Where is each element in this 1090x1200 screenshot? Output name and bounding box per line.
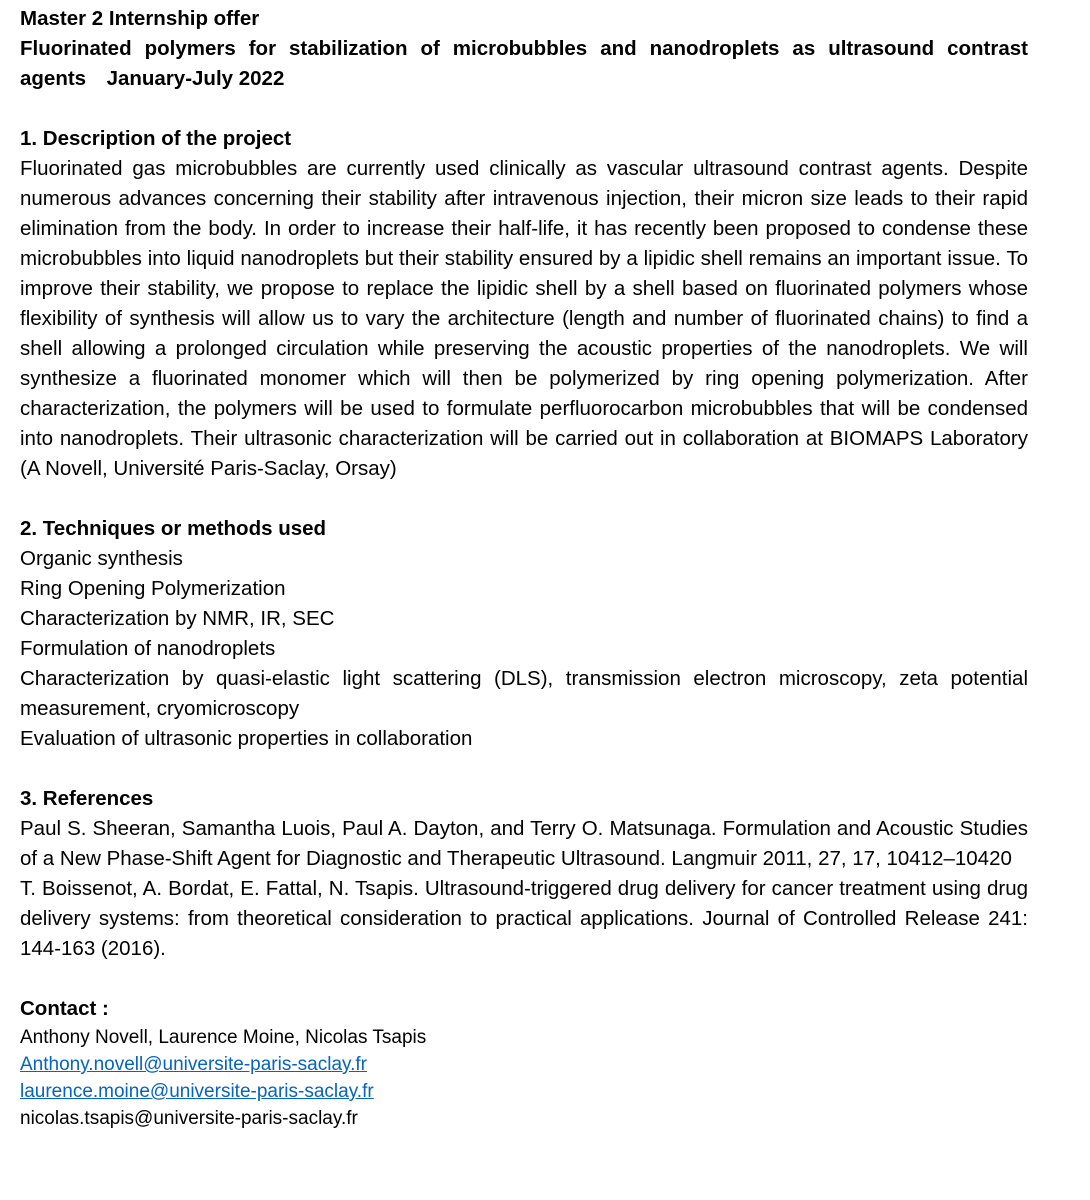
project-description: Fluorinated gas microbubbles are currently used clinically as vascular ultrasound contrast agents. Despite numerous advances concerning their stability after intravenous injection, their micron size leads to their rapid elimination from the body. In order to increase their half-life, it has recently been proposed to condense these microbubbles into liquid nanodroplets but their stability ensured by a lipidic shell remains an important issue. To improve their stability, we propose to replace the lipidic shell by a shell based on fluorinated polymers whose flexibility of synthesis will allow us to vary the architecture (length and number of fluorinated chains) to find a shell allowing a prolonged circulation while preserving the acoustic properties of the nanodroplets. We will synthesize a fluorinated monomer which will then be polymerized by ring opening polymerization. After characterization, the polymers will be used to formulate perfluorocarbon microbubbles that will be condensed into nanodroplets. Their ultrasonic characterization will be carried out in collaboration at BIOMAPS Laboratory (A Novell, Université Paris-Saclay, Orsay) <box>20 157 1028 480</box>
contact-block <box>20 1024 1028 1132</box>
method-item: Characterization by quasi-elastic light scattering (DLS), transmission electron microscopy, zeta potential measurement, cryomicroscopy <box>20 667 1028 720</box>
contact-heading: Contact : <box>20 997 109 1020</box>
method-item: Evaluation of ultrasonic properties in collaboration <box>20 727 473 750</box>
offer-title: Fluorinated polymers for stabilization of microbubbles and nanodroplets as ultrasound contrast agents January-July 2022 <box>20 37 1028 90</box>
email-tsapis: nicolas.tsapis@universite-paris-saclay.fr <box>20 1108 358 1129</box>
section-3-heading: 3. References <box>20 787 154 810</box>
reference-item: T. Boissenot, A. Bordat, E. Fattal, N. Tsapis. Ultrasound-triggered drug delivery for cancer treatment using drug delivery systems: from theoretical consideration to practical applications. Journal of Controlled Release 241: 144-163 (2016). <box>20 877 1028 960</box>
method-item: Characterization by NMR, IR, SEC <box>20 607 335 630</box>
contact-names: Anthony Novell, Laurence Moine, Nicolas Tsapis <box>20 1027 427 1048</box>
spacer <box>20 484 1028 514</box>
spacer <box>20 94 1028 124</box>
references-list <box>20 814 1028 964</box>
reference-item: Paul S. Sheeran, Samantha Luois, Paul A. Dayton, and Terry O. Matsunaga. Formulation and Acoustic Studies of a New Phase-Shift Agent for Diagnostic and Therapeutic Ultrasound. Langmuir 2011, 27, 17, 10412–10420 <box>20 817 1028 870</box>
section-2-heading: 2. Techniques or methods used <box>20 517 327 540</box>
email-link-moine[interactable]: laurence.moine@universite-paris-saclay.fr <box>20 1081 374 1102</box>
methods-list <box>20 544 1028 754</box>
spacer <box>20 754 1028 784</box>
section-1-heading: 1. Description of the project <box>20 127 292 150</box>
offer-kicker: Master 2 Internship offer <box>20 7 260 30</box>
method-item: Ring Opening Polymerization <box>20 577 286 600</box>
email-link-novell[interactable]: Anthony.novell@universite-paris-saclay.fr <box>20 1054 368 1075</box>
method-item: Organic synthesis <box>20 547 183 570</box>
method-item: Formulation of nanodroplets <box>20 637 276 660</box>
spacer <box>20 964 1028 994</box>
